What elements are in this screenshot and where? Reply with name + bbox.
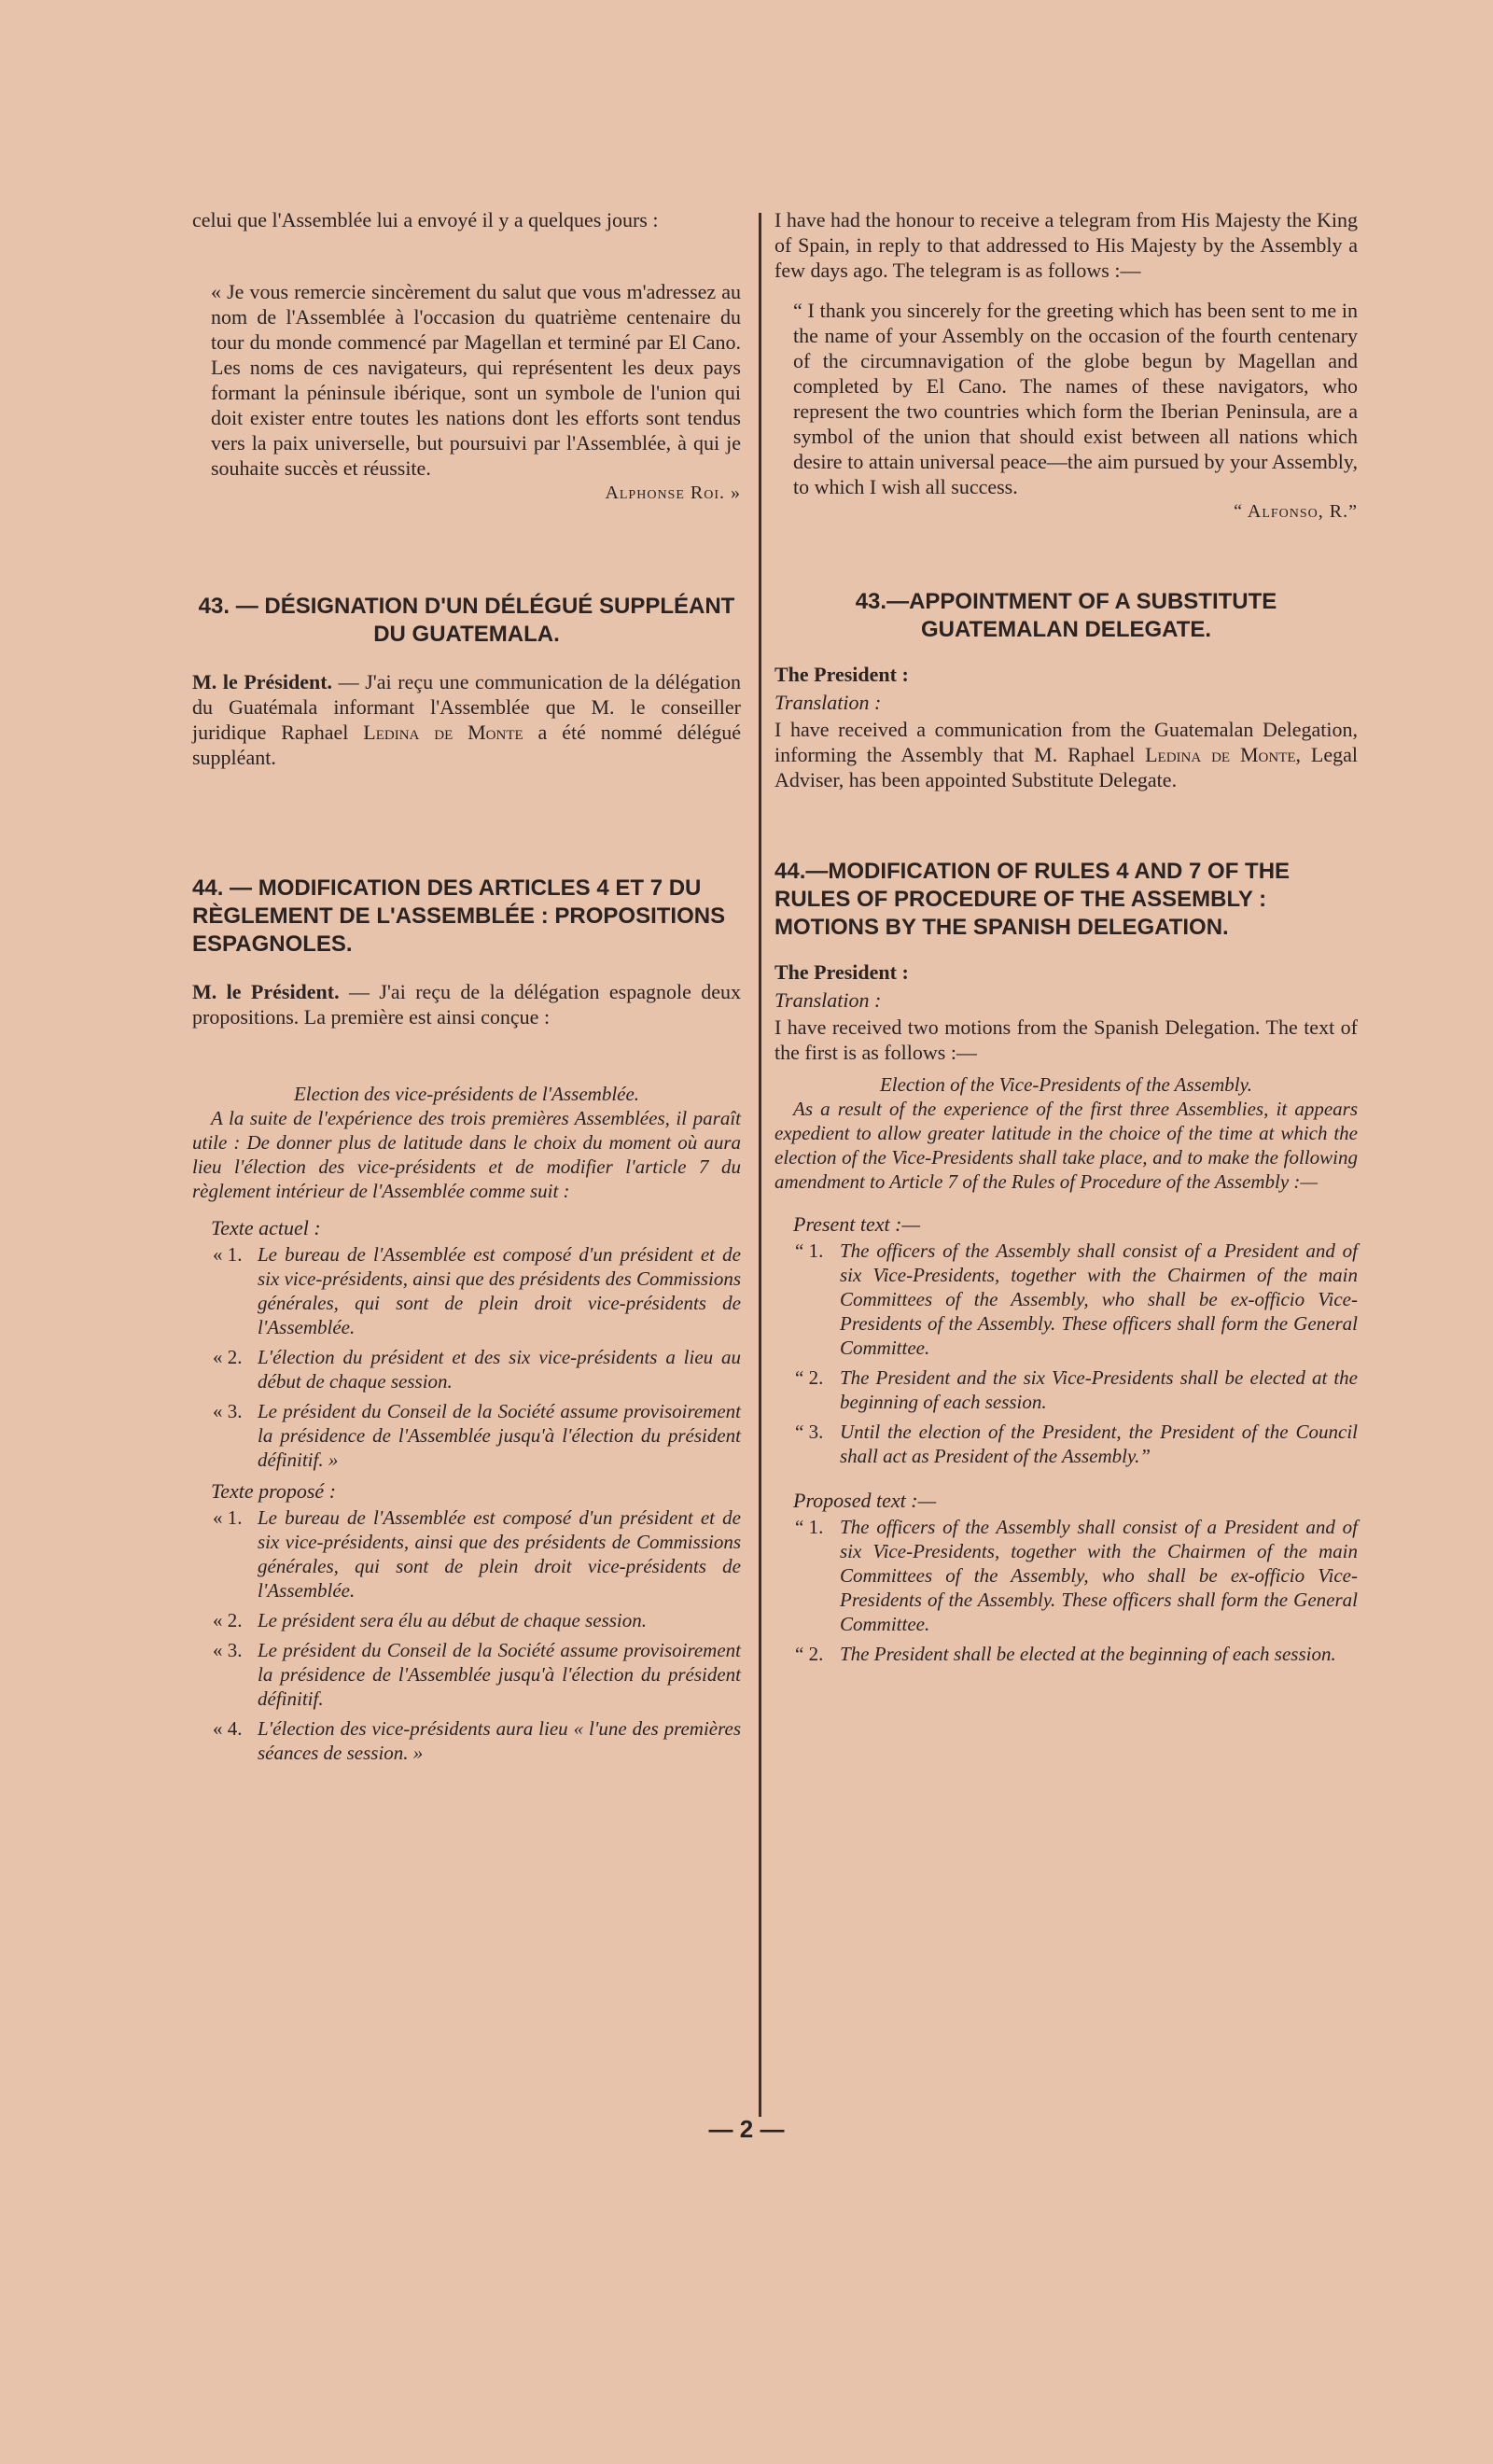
fr-section-44-heading: 44. — MODIFICATION DES ARTICLES 4 ET 7 DU RÈGLEMENT DE L'ASSEMBLÉE : PROPOSITIONS ESPAGNOLES. (192, 875, 726, 957)
rule-item (192, 1345, 741, 1393)
column-divider (759, 213, 761, 2117)
en-44-translation: Translation : (774, 988, 882, 1012)
en-proposal-text: As a result of the experience of the first three Assemblies, it appears expedient to allow greater latitude in the choice of the time at which the election of the Vice-Presidents shall take place, and to make the following amendment to Article 7 of the Rules of Procedure of the Assembly :— (774, 1098, 1358, 1193)
en-intro: I have had the honour to receive a telegram from His Majesty the King of Spain, in reply to that addressed to His Majesty by the Assembly a few days ago. The telegram is as follows :— (774, 208, 1358, 282)
rule-number: « 4. (213, 1717, 243, 1740)
fr-current-list (192, 1242, 741, 1472)
rule-text: Le président du Conseil de la Société assume provisoirement la présidence de l'Assemblée jusqu'à l'élection du président définitif. » (258, 1400, 741, 1471)
rule-text: Le président du Conseil de la Société assume provisoirement la présidence de l'Assemblée jusqu'à l'élection du président définitif. (258, 1639, 741, 1710)
en-section-43-heading: 43.—APPOINTMENT OF A SUBSTITUTE GUATEMALAN DELEGATE. (855, 589, 1277, 642)
rule-number: « 3. (213, 1400, 243, 1422)
en-section-43-text (774, 717, 1358, 792)
rule-text: The officers of the Assembly shall consist of a President and of six Vice-Presidents, together with the Chairmen of the main Committees of the Assembly, who shall be ex-officio Vice-Presidents of the Assembly. These officers shall form the General Committee. (840, 1516, 1358, 1635)
en-telegram-quote: “ I thank you sincerely for the greeting which has been sent to me in the name of your Assembly on the occasion of the fourth centenary of the circumnavigation of the globe begun by Magellan and completed by El Cano. The names of these navigators, who represent the two countries which form the Iberian Peninsula, are a symbol of the union that should exist between all nations which desire to attain universal peace—the aim pursued by your Assembly, to which I wish all success. (793, 299, 1358, 498)
rule-text: Le président sera élu au début de chaque session. (258, 1609, 648, 1631)
rule-number: “ 1. (795, 1516, 824, 1538)
fr-proposed-label: Texte proposé : (211, 1479, 337, 1503)
rule-text: Until the election of the President, the President of the Council shall act as President of the Assembly.” (840, 1421, 1358, 1467)
rule-number: « 1. (213, 1243, 243, 1266)
rule-item (774, 1365, 1358, 1414)
en-proposed-list (774, 1515, 1358, 1666)
rule-number: “ 1. (795, 1239, 824, 1262)
en-section-44-text: I have received two motions from the Spanish Delegation. The text of the first is as follows :— (774, 1015, 1358, 1064)
fr-43-body2: a été nommé délégué suppléant. (192, 721, 741, 769)
rule-item (192, 1716, 741, 1765)
rule-text: Le bureau de l'Assemblée est composé d'un président et de six vice-présidents, ainsi que des présidents des Commissions générales, qui sont de plein droit vice-présidents de l'Assemblée. (258, 1243, 741, 1338)
fr-44-speaker: M. le Président. (192, 980, 340, 1003)
rule-item (774, 1515, 1358, 1636)
rule-item (192, 1638, 741, 1711)
en-43-speaker: The President : (774, 663, 909, 686)
en-43-body: I have received a communication from the Guatemalan Delegation, informing the Assembly that M. Raphael (774, 718, 1358, 766)
rule-item (774, 1420, 1358, 1468)
en-signature: “ Alfonso, R.” (1234, 501, 1358, 522)
rule-text: L'élection des vice-présidents aura lieu « l'une des premières séances de session. » (258, 1717, 741, 1764)
rule-item (192, 1399, 741, 1472)
en-44-speaker: The President : (774, 960, 909, 984)
rule-number: “ 2. (795, 1643, 824, 1665)
fr-43-name: Ledina de Monte (363, 721, 523, 744)
fr-43-body: — J'ai reçu une communication de la délégation du Guatémala informant l'Assemblée que M. le conseiller juridique Raphael (192, 670, 741, 744)
en-43-translation: Translation : (774, 691, 882, 714)
fr-signature: Alphonse Roi. » (605, 483, 741, 503)
rule-number: “ 3. (795, 1421, 824, 1443)
fr-section-43-text (192, 669, 741, 770)
rule-item (774, 1239, 1358, 1360)
rule-text: Le bureau de l'Assemblée est composé d'un président et de six vice-présidents, ainsi que des présidents de Commissions générales, qui sont de plein droit vice-présidents de l'Assemblée. (258, 1506, 741, 1602)
en-43-name: Ledina de Monte (1145, 743, 1296, 766)
rule-text: L'élection du président et des six vice-présidents a lieu au début de chaque session. (258, 1346, 741, 1393)
rule-text: The President and the six Vice-Presidents shall be elected at the beginning of each session. (840, 1366, 1358, 1413)
fr-proposal-text: A la suite de l'expérience des trois premières Assemblées, il paraît utile : De donner plus de latitude dans le choix du moment où aura lieu l'élection des vice-présidents et de modifier l'article 7 du règlement intérieur de l'Assemblée comme suit : (192, 1107, 741, 1202)
page-number: — 2 — (708, 2115, 785, 2143)
fr-current-label: Texte actuel : (211, 1216, 321, 1239)
rule-item (192, 1608, 741, 1632)
rule-item (192, 1242, 741, 1339)
rule-item (774, 1642, 1358, 1666)
rule-number: « 3. (213, 1639, 243, 1661)
fr-section-43-heading: 43. — DÉSIGNATION D'UN DÉLÉGUÉ SUPPLÉANT DU GUATEMALA. (198, 594, 735, 647)
fr-intro: celui que l'Assemblée lui a envoyé il y a quelques jours : (192, 208, 659, 231)
fr-proposal-title: Election des vice-présidents de l'Assemblée. (293, 1083, 640, 1105)
rule-text: The officers of the Assembly shall consist of a President and of six Vice-Presidents, together with the Chairmen of the main Committees of the Assembly, who shall be ex-officio Vice-Presidents of the Assembly. These officers shall form the General Committee. (840, 1239, 1358, 1359)
rule-text: The President shall be elected at the beginning of each session. (840, 1643, 1336, 1665)
fr-speaker: M. le Président. (192, 670, 333, 693)
en-43-body2: , Legal Adviser, has been appointed Substitute Delegate. (774, 743, 1358, 791)
rule-item (192, 1505, 741, 1603)
en-proposal-title: Election of the Vice-Presidents of the Assembly. (879, 1073, 1253, 1096)
rule-number: « 2. (213, 1609, 243, 1631)
fr-44-body: — J'ai reçu de la délégation espagnole deux propositions. La première est ainsi conçue : (192, 980, 741, 1029)
rule-number: “ 2. (795, 1366, 824, 1389)
en-current-list (774, 1239, 1358, 1468)
en-proposed-label: Proposed text :— (793, 1489, 937, 1512)
fr-section-44-text (192, 979, 741, 1029)
rule-number: « 1. (213, 1506, 243, 1529)
en-section-44-heading: 44.—MODIFICATION OF RULES 4 AND 7 OF THE RULES OF PROCEDURE OF THE ASSEMBLY : MOTIONS BY THE SPANISH DELEGATION. (774, 859, 1291, 940)
english-column (774, 207, 1358, 1672)
fr-telegram-quote: « Je vous remercie sincèrement du salut que vous m'adressez au nom de l'Assemblée à l'occasion du quatrième centenaire du tour du monde commencé par Magellan et terminé par El Cano. Les noms de ces navigateurs, qui représentent les deux pays formant la péninsule ibérique, sont un symbole de l'union qui doit exister entre toutes les nations dont les efforts sont tendus vers la paix universelle, but poursuivi par l'Assemblée, à qui je souhaite succès et réussite. (211, 280, 741, 480)
en-current-label: Present text :— (793, 1212, 921, 1236)
fr-proposed-list (192, 1505, 741, 1765)
rule-number: « 2. (213, 1346, 243, 1368)
french-column (192, 207, 741, 1771)
